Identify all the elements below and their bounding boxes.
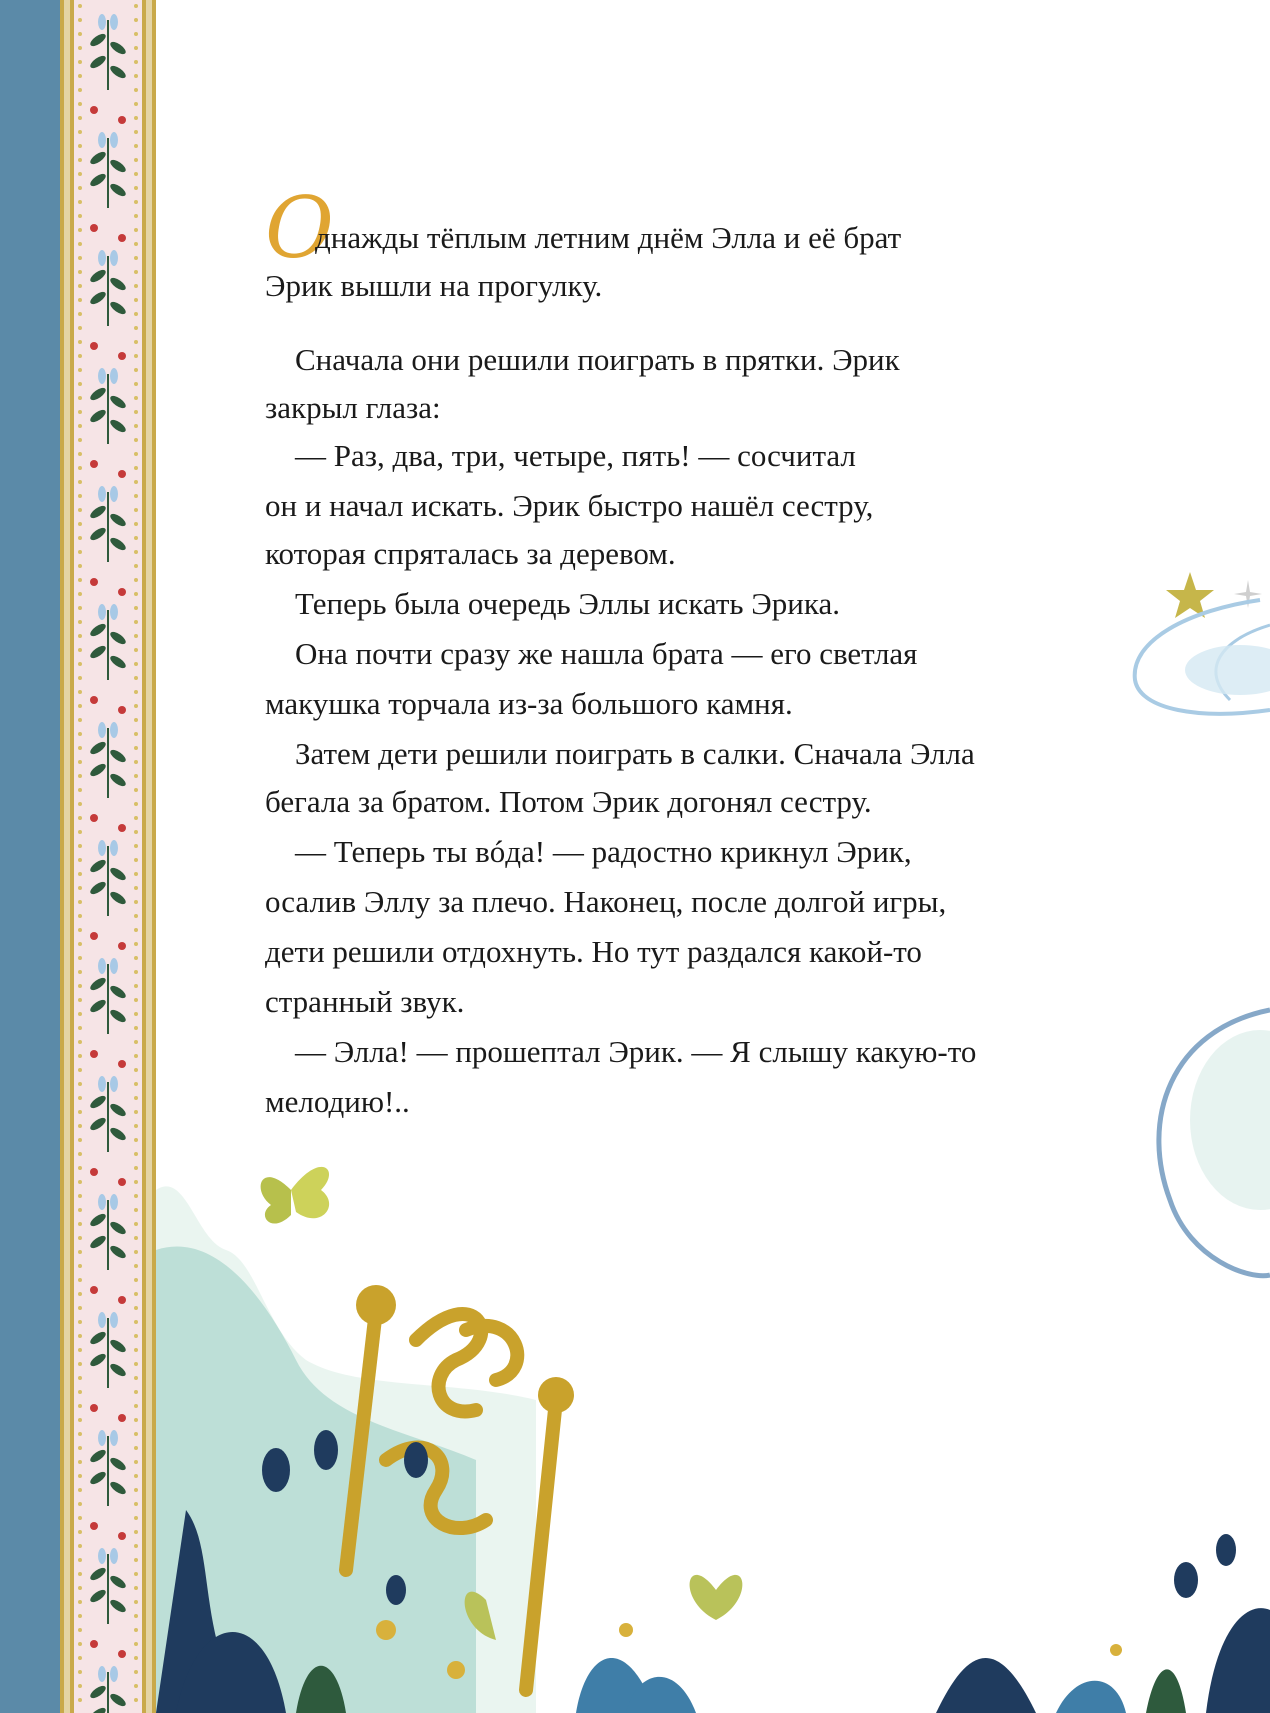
- story-line: дети решили отдохнуть. Но тут раздался какой-то: [265, 934, 922, 969]
- story-line: он и начал искать. Эрик быстро нашёл сестру,: [265, 488, 874, 523]
- story-line: — Раз, два, три, четыре, пять! — сосчитал: [295, 438, 856, 473]
- book-spine-edge: [0, 0, 60, 1713]
- story-line: днажды тёплым летним днём Элла и её брат: [315, 220, 902, 255]
- butterfly-icon: [261, 1167, 330, 1224]
- drop-cap-letter: О: [265, 179, 334, 277]
- floral-border: [60, 0, 156, 1713]
- story-line: закрыл глаза:: [265, 390, 441, 425]
- garden-illustration: [156, 1130, 1270, 1713]
- story-line: мелодию!..: [265, 1084, 410, 1119]
- story-line: Эрик вышли на прогулку.: [265, 268, 603, 303]
- story-line: макушка торчала из-за большого камня.: [265, 686, 793, 721]
- story-line: странный звук.: [265, 984, 465, 1019]
- story-line: бегала за братом. Потом Эрик догонял сестру.: [265, 784, 872, 819]
- story-line: Теперь была очередь Эллы искать Эрика.: [295, 586, 840, 621]
- story-line: Сначала они решили поиграть в прятки. Эрик: [295, 342, 900, 377]
- story-line: осалив Эллу за плечо. Наконец, после долгой игры,: [265, 884, 947, 919]
- story-line: которая спряталась за деревом.: [265, 536, 676, 571]
- story-line: Затем дети решили поиграть в салки. Сначала Элла: [295, 736, 975, 771]
- story-line: — Теперь ты вóда! — радостно крикнул Эрик,: [295, 834, 912, 869]
- story-line: — Элла! — прошептал Эрик. — Я слышу какую-то: [295, 1034, 977, 1069]
- story-line: Она почти сразу же нашла брата — его светлая: [295, 636, 918, 671]
